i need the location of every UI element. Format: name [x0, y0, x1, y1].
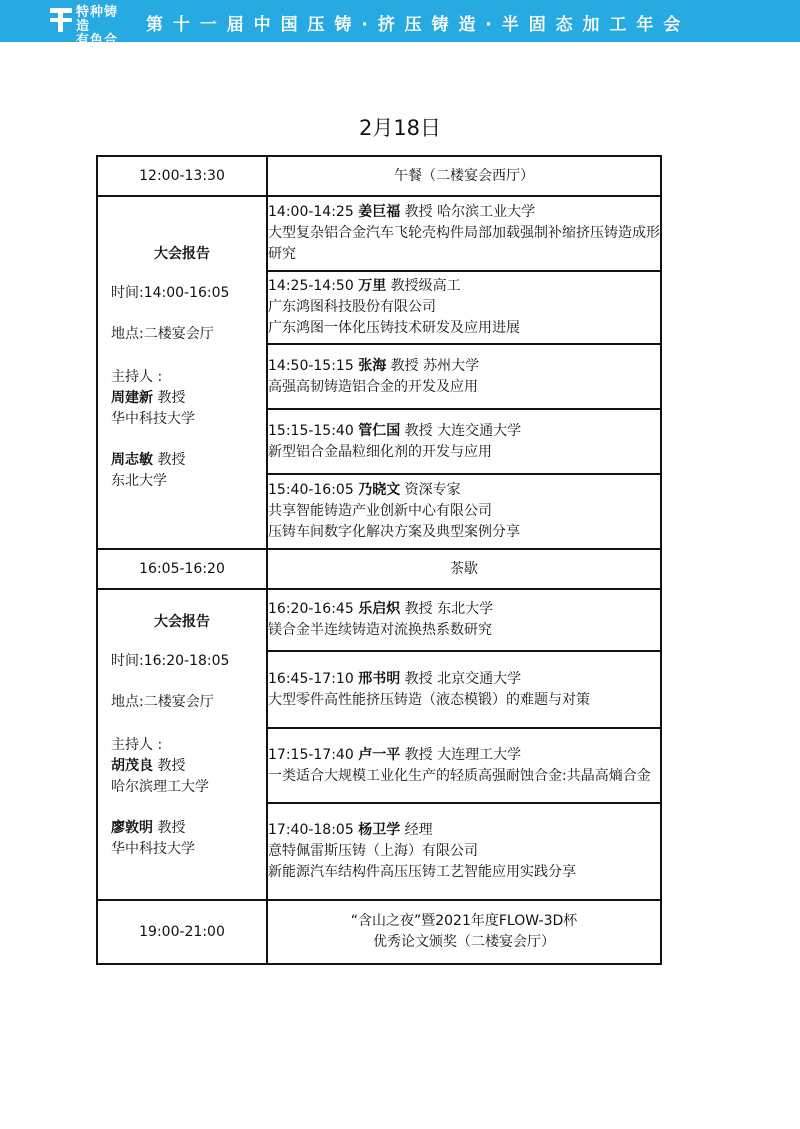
evening-title-line-2: 优秀论文颁奖（二楼宴会厅） [373, 934, 555, 950]
host-title: 教授 [157, 390, 186, 406]
talk-cell [267, 589, 661, 651]
talk-title: 压铸车间数字化解决方案及典型案例分享 [268, 524, 520, 540]
talk-speaker: 张海 [358, 357, 387, 374]
talk-time: 14:00-14:25 [268, 204, 354, 220]
host-line [111, 388, 266, 409]
talk-title: 高强高韧铸造铝合金的开发及应用 [268, 378, 478, 395]
talk-cell [267, 271, 661, 344]
break-title: 茶歇 [267, 549, 661, 589]
talk-title: 一类适合大规模工业化生产的轻质高强耐蚀合金:共晶高熵合金 [268, 767, 651, 784]
talk-speaker-info: 教授级高工 [390, 278, 461, 294]
evening-time: 19:00-21:00 [97, 900, 267, 964]
talk-time: 14:50-15:15 [268, 357, 354, 374]
host-org: 华中科技大学 [111, 841, 195, 857]
talk-speaker-info: 教授 苏州大学 [390, 357, 480, 374]
schedule-row-break [97, 549, 661, 589]
lunch-time: 12:00-13:30 [97, 156, 267, 196]
talk-cell [267, 803, 661, 900]
logo-line-2: 有色合金 [76, 33, 119, 62]
talk-speaker: 万里 [358, 278, 387, 294]
talk-cell [267, 409, 661, 474]
talk-cell [267, 344, 661, 409]
host-org: 东北大学 [111, 473, 167, 489]
talk-org: 共享智能铸造产业创新中心有限公司 [268, 503, 492, 519]
host-name: 周志敏 [111, 452, 153, 468]
host-line [111, 450, 266, 471]
talk-time: 16:45-17:10 [268, 670, 354, 687]
talk-cell [267, 474, 661, 549]
talk-speaker: 管仁国 [358, 422, 401, 439]
talk-speaker: 杨卫学 [358, 822, 401, 838]
session2-time: 时间:16:20-18:05 [111, 653, 230, 669]
session1-time: 时间:14:00-16:05 [111, 285, 230, 301]
schedule-row-lunch [97, 156, 661, 196]
host-title: 教授 [157, 820, 186, 836]
talk-speaker: 卢一平 [358, 746, 401, 763]
lunch-title: 午餐（二楼宴会西厅） [267, 156, 661, 196]
evening-title-line-1: “含山之夜”暨2021年度FLOW-3D杯 [350, 913, 578, 929]
talk-speaker: 姜巨福 [358, 204, 401, 220]
session1-info [97, 196, 267, 549]
logo-icon [50, 8, 72, 32]
talk-speaker-info: 教授 北京交通大学 [404, 670, 522, 687]
session2-place: 地点:二楼宴会厅 [111, 694, 214, 710]
talk-time: 15:40-16:05 [268, 482, 354, 498]
host-line [111, 818, 266, 839]
talk-speaker-info: 教授 哈尔滨工业大学 [404, 204, 536, 220]
page-date: 2月18日 [358, 116, 442, 140]
talk-time: 16:20-16:45 [268, 601, 354, 617]
evening-cell [267, 900, 661, 964]
session1-host-label: 主持人 : [111, 369, 163, 385]
talk-speaker-info: 教授 大连理工大学 [404, 746, 522, 763]
talk-time: 15:15-15:40 [268, 422, 354, 439]
schedule-row-evening [97, 900, 661, 964]
talk-speaker-info: 教授 东北大学 [404, 601, 494, 617]
talk-org: 广东鸿图科技股份有限公司 [268, 299, 436, 315]
talk-speaker-info: 经理 [404, 822, 433, 838]
talk-speaker: 乐启炽 [358, 601, 401, 617]
header-banner [0, 0, 800, 62]
session2-host-label: 主持人 : [111, 737, 163, 753]
talk-title: 新能源汽车结构件高压压铸工艺智能应用实践分享 [268, 864, 576, 880]
host-title: 教授 [157, 758, 186, 774]
talk-row [97, 589, 661, 651]
talk-row [97, 196, 661, 271]
break-time: 16:05-16:20 [97, 549, 267, 589]
talk-speaker: 乃晓文 [358, 482, 401, 498]
logo [50, 4, 130, 62]
logo-line-1: 特种铸造 [76, 5, 119, 34]
talk-time: 17:15-17:40 [268, 746, 354, 763]
talk-speaker: 邢书明 [358, 670, 401, 687]
talk-speaker-info: 教授 大连交通大学 [404, 422, 522, 439]
conference-title: 第 十 一 届 中 国 压 铸 · 挤 压 铸 造 · 半 固 态 加 工 年 会 [146, 15, 683, 35]
schedule-table [96, 155, 662, 965]
session2-name: 大会报告 [154, 614, 210, 630]
host-name: 周建新 [111, 390, 153, 406]
host-title: 教授 [157, 452, 186, 468]
talk-cell [267, 196, 661, 271]
session2-info [97, 589, 267, 900]
talk-title: 广东鸿图一体化压铸技术研发及应用进展 [268, 320, 520, 336]
session1-name: 大会报告 [154, 246, 210, 262]
talk-cell [267, 651, 661, 728]
talk-title: 大型复杂铝合金汽车飞轮壳构件局部加载强制补缩挤压铸造成形研究 [268, 225, 660, 262]
session1-place: 地点:二楼宴会厅 [111, 326, 214, 342]
talk-title: 大型零件高性能挤压铸造（液态模锻）的难题与对策 [268, 691, 590, 708]
host-org: 华中科技大学 [111, 411, 195, 427]
talk-cell [267, 728, 661, 803]
talk-speaker-info: 资深专家 [404, 482, 461, 498]
host-org: 哈尔滨理工大学 [111, 779, 209, 795]
talk-time: 17:40-18:05 [268, 822, 354, 838]
talk-org: 意特佩雷斯压铸（上海）有限公司 [268, 843, 478, 859]
host-name: 廖敦明 [111, 820, 153, 836]
host-name: 胡茂良 [111, 758, 153, 774]
talk-time: 14:25-14:50 [268, 278, 354, 294]
host-line [111, 756, 266, 777]
talk-title: 新型铝合金晶粒细化剂的开发与应用 [268, 443, 492, 460]
talk-title: 镁合金半连续铸造对流换热系数研究 [268, 622, 492, 638]
